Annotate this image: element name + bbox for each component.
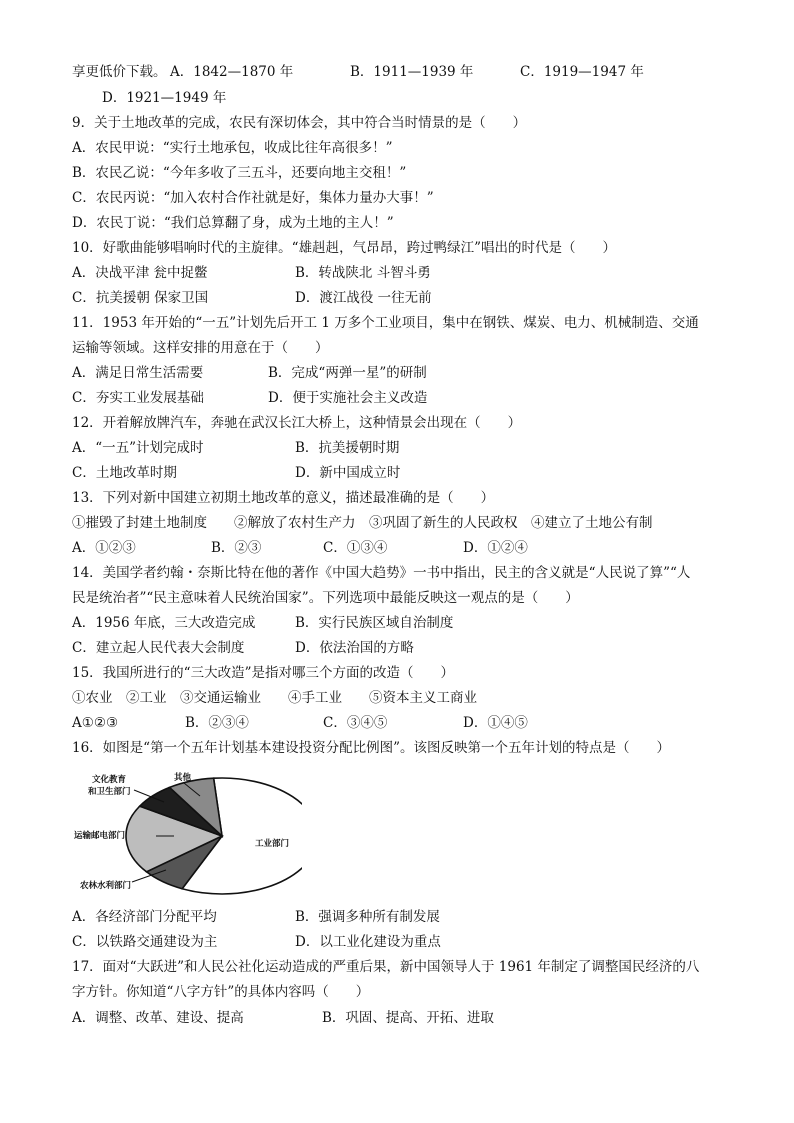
q11-option-d[interactable]: D．便于实施社会主义改造 — [268, 390, 428, 406]
q12-option-d[interactable]: D．新中国成立时 — [295, 465, 401, 481]
q12-option-b[interactable]: B．抗美援朝时期 — [295, 440, 400, 456]
q9-option-d[interactable]: D．农民丁说：“我们总算翻了身，成为土地的主人！” — [72, 215, 394, 231]
q9-stem: 9．关于土地改革的完成，农民有深切体会，其中符合当时情景的是（ ） — [72, 115, 527, 131]
q14-option-a[interactable]: A．1956 年底，三大改造完成 — [72, 615, 256, 631]
q11-option-c[interactable]: C．夯实工业发展基础 — [72, 390, 204, 406]
q16-stem: 16．如图是“第一个五年计划基本建设投资分配比例图”。该图反映第一个五年计划的特点是（ ） — [72, 740, 670, 756]
q8-option-b[interactable]: B．1911—1939 年 — [350, 64, 474, 80]
q13-option-b[interactable]: B．②③ — [211, 540, 262, 556]
q14-option-b[interactable]: B．实行民族区域自治制度 — [295, 615, 454, 631]
pie-slices — [126, 778, 302, 894]
q10-option-c[interactable]: C．抗美援朝 保家卫国 — [72, 290, 209, 306]
q8-option-a[interactable]: A．1842—1870 年 — [170, 64, 294, 80]
q14-option-c[interactable]: C．建立起人民代表大会制度 — [72, 640, 245, 656]
q17-option-a[interactable]: A．调整、改革、建设、提高 — [72, 1010, 244, 1026]
q8-stem-end: 享更低价下载。 — [72, 64, 167, 80]
q9-option-c[interactable]: C．农民丙说：“加入农村合作社就是好，集体力量办大事！” — [72, 190, 434, 206]
q16-option-a[interactable]: A．各经济部门分配平均 — [72, 909, 217, 925]
q9-option-a[interactable]: A．农民甲说：“实行土地承包，收成比往年高很多！” — [72, 140, 393, 156]
q15-stem: 15．我国所进行的“三大改造”是指对哪三个方面的改造（ ） — [72, 665, 454, 681]
label-industry: 工业部门 — [255, 839, 290, 849]
investment-pie-chart — [72, 766, 302, 896]
q8-continuation — [72, 63, 167, 81]
q8-option-c[interactable]: C．1919—1947 年 — [520, 64, 644, 80]
q13-option-c[interactable]: C．①③④ — [323, 540, 388, 556]
q17-stem-line1: 17．面对“大跃进”和人民公社化运动造成的严重后果，新中国领导人于 1961 年制定了调整国民经济的八 — [72, 959, 700, 975]
label-transport: 运输邮电部门 — [74, 831, 126, 841]
q15-option-c[interactable]: C．③④⑤ — [323, 715, 388, 731]
q13-option-a[interactable]: A．①②③ — [72, 540, 136, 556]
q12-option-c[interactable]: C．土地改革时期 — [72, 465, 177, 481]
q11-option-a[interactable]: A．满足日常生活需要 — [72, 365, 204, 381]
q13-stem: 13．下列对新中国建立初期土地改革的意义，描述最准确的是（ ） — [72, 490, 495, 506]
label-agriculture: 农林水利部门 — [80, 881, 132, 891]
q17-option-b[interactable]: B．巩固、提高、开拓、进取 — [322, 1010, 494, 1026]
q16-option-d[interactable]: D．以工业化建设为重点 — [295, 934, 441, 950]
q15-option-b[interactable]: B．②③④ — [185, 715, 249, 731]
q13-option-d[interactable]: D．①②④ — [463, 540, 528, 556]
q14-option-d[interactable]: D．依法治国的方略 — [295, 640, 414, 656]
label-other: 其他 — [174, 773, 192, 783]
q14-stem-line1: 14．美国学者约翰・奈斯比特在他的著作《中国大趋势》一书中指出，民主的含义就是“人民说了算”“人 — [72, 565, 691, 581]
q11-stem-line2: 运输等领域。这样安排的用意在于（ ） — [72, 340, 329, 356]
q14-stem-line2: 民是统治者”“民主意味着人民统治国家”。下列选项中最能反映这一观点的是（ ） — [72, 590, 579, 606]
q16-option-c[interactable]: C．以铁路交通建设为主 — [72, 934, 218, 950]
q10-stem: 10．好歌曲能够唱响时代的主旋律。“雄赳赳，气昂昂，跨过鸭绿江”唱出的时代是（ ） — [72, 240, 616, 256]
q11-option-b[interactable]: B．完成“两弹一星”的研制 — [268, 365, 427, 381]
q15-option-d[interactable]: D．①④⑤ — [463, 715, 528, 731]
q13-statements: ①摧毁了封建土地制度 ②解放了农村生产力 ③巩固了新生的人民政权 ④建立了土地公有制 — [72, 515, 653, 531]
q9-option-b[interactable]: B．农民乙说：“今年多收了三五斗，还要向地主交租！” — [72, 165, 407, 181]
label-culture-line2: 和卫生部门 — [88, 787, 131, 797]
q10-option-d[interactable]: D．渡江战役 一往无前 — [295, 290, 432, 306]
q12-option-a[interactable]: A．“一五”计划完成时 — [72, 440, 204, 456]
q15-statements: ①农业 ②工业 ③交通运输业 ④手工业 ⑤资本主义工商业 — [72, 690, 477, 706]
q8-option-d[interactable]: D．1921—1949 年 — [102, 90, 227, 106]
q10-option-a[interactable]: A．决战平津 瓮中捉鳖 — [72, 265, 208, 281]
q11-stem-line1: 11．1953 年开始的“一五”计划先后开工 1 万多个工业项目，集中在钢铁、煤炭、电力、机械制造、交通 — [72, 315, 699, 331]
q15-option-a[interactable]: A①②③ — [72, 715, 119, 731]
q10-option-b[interactable]: B．转战陕北 斗智斗勇 — [295, 265, 431, 281]
q17-stem-line2: 字方针。你知道“八字方针”的具体内容吗（ ） — [72, 984, 370, 1000]
q16-option-b[interactable]: B．强调多种所有制发展 — [295, 909, 440, 925]
q12-stem: 12．开着解放牌汽车，奔驰在武汉长江大桥上，这种情景会出现在（ ） — [72, 415, 522, 431]
label-culture-line1: 文化教育 — [92, 775, 127, 785]
